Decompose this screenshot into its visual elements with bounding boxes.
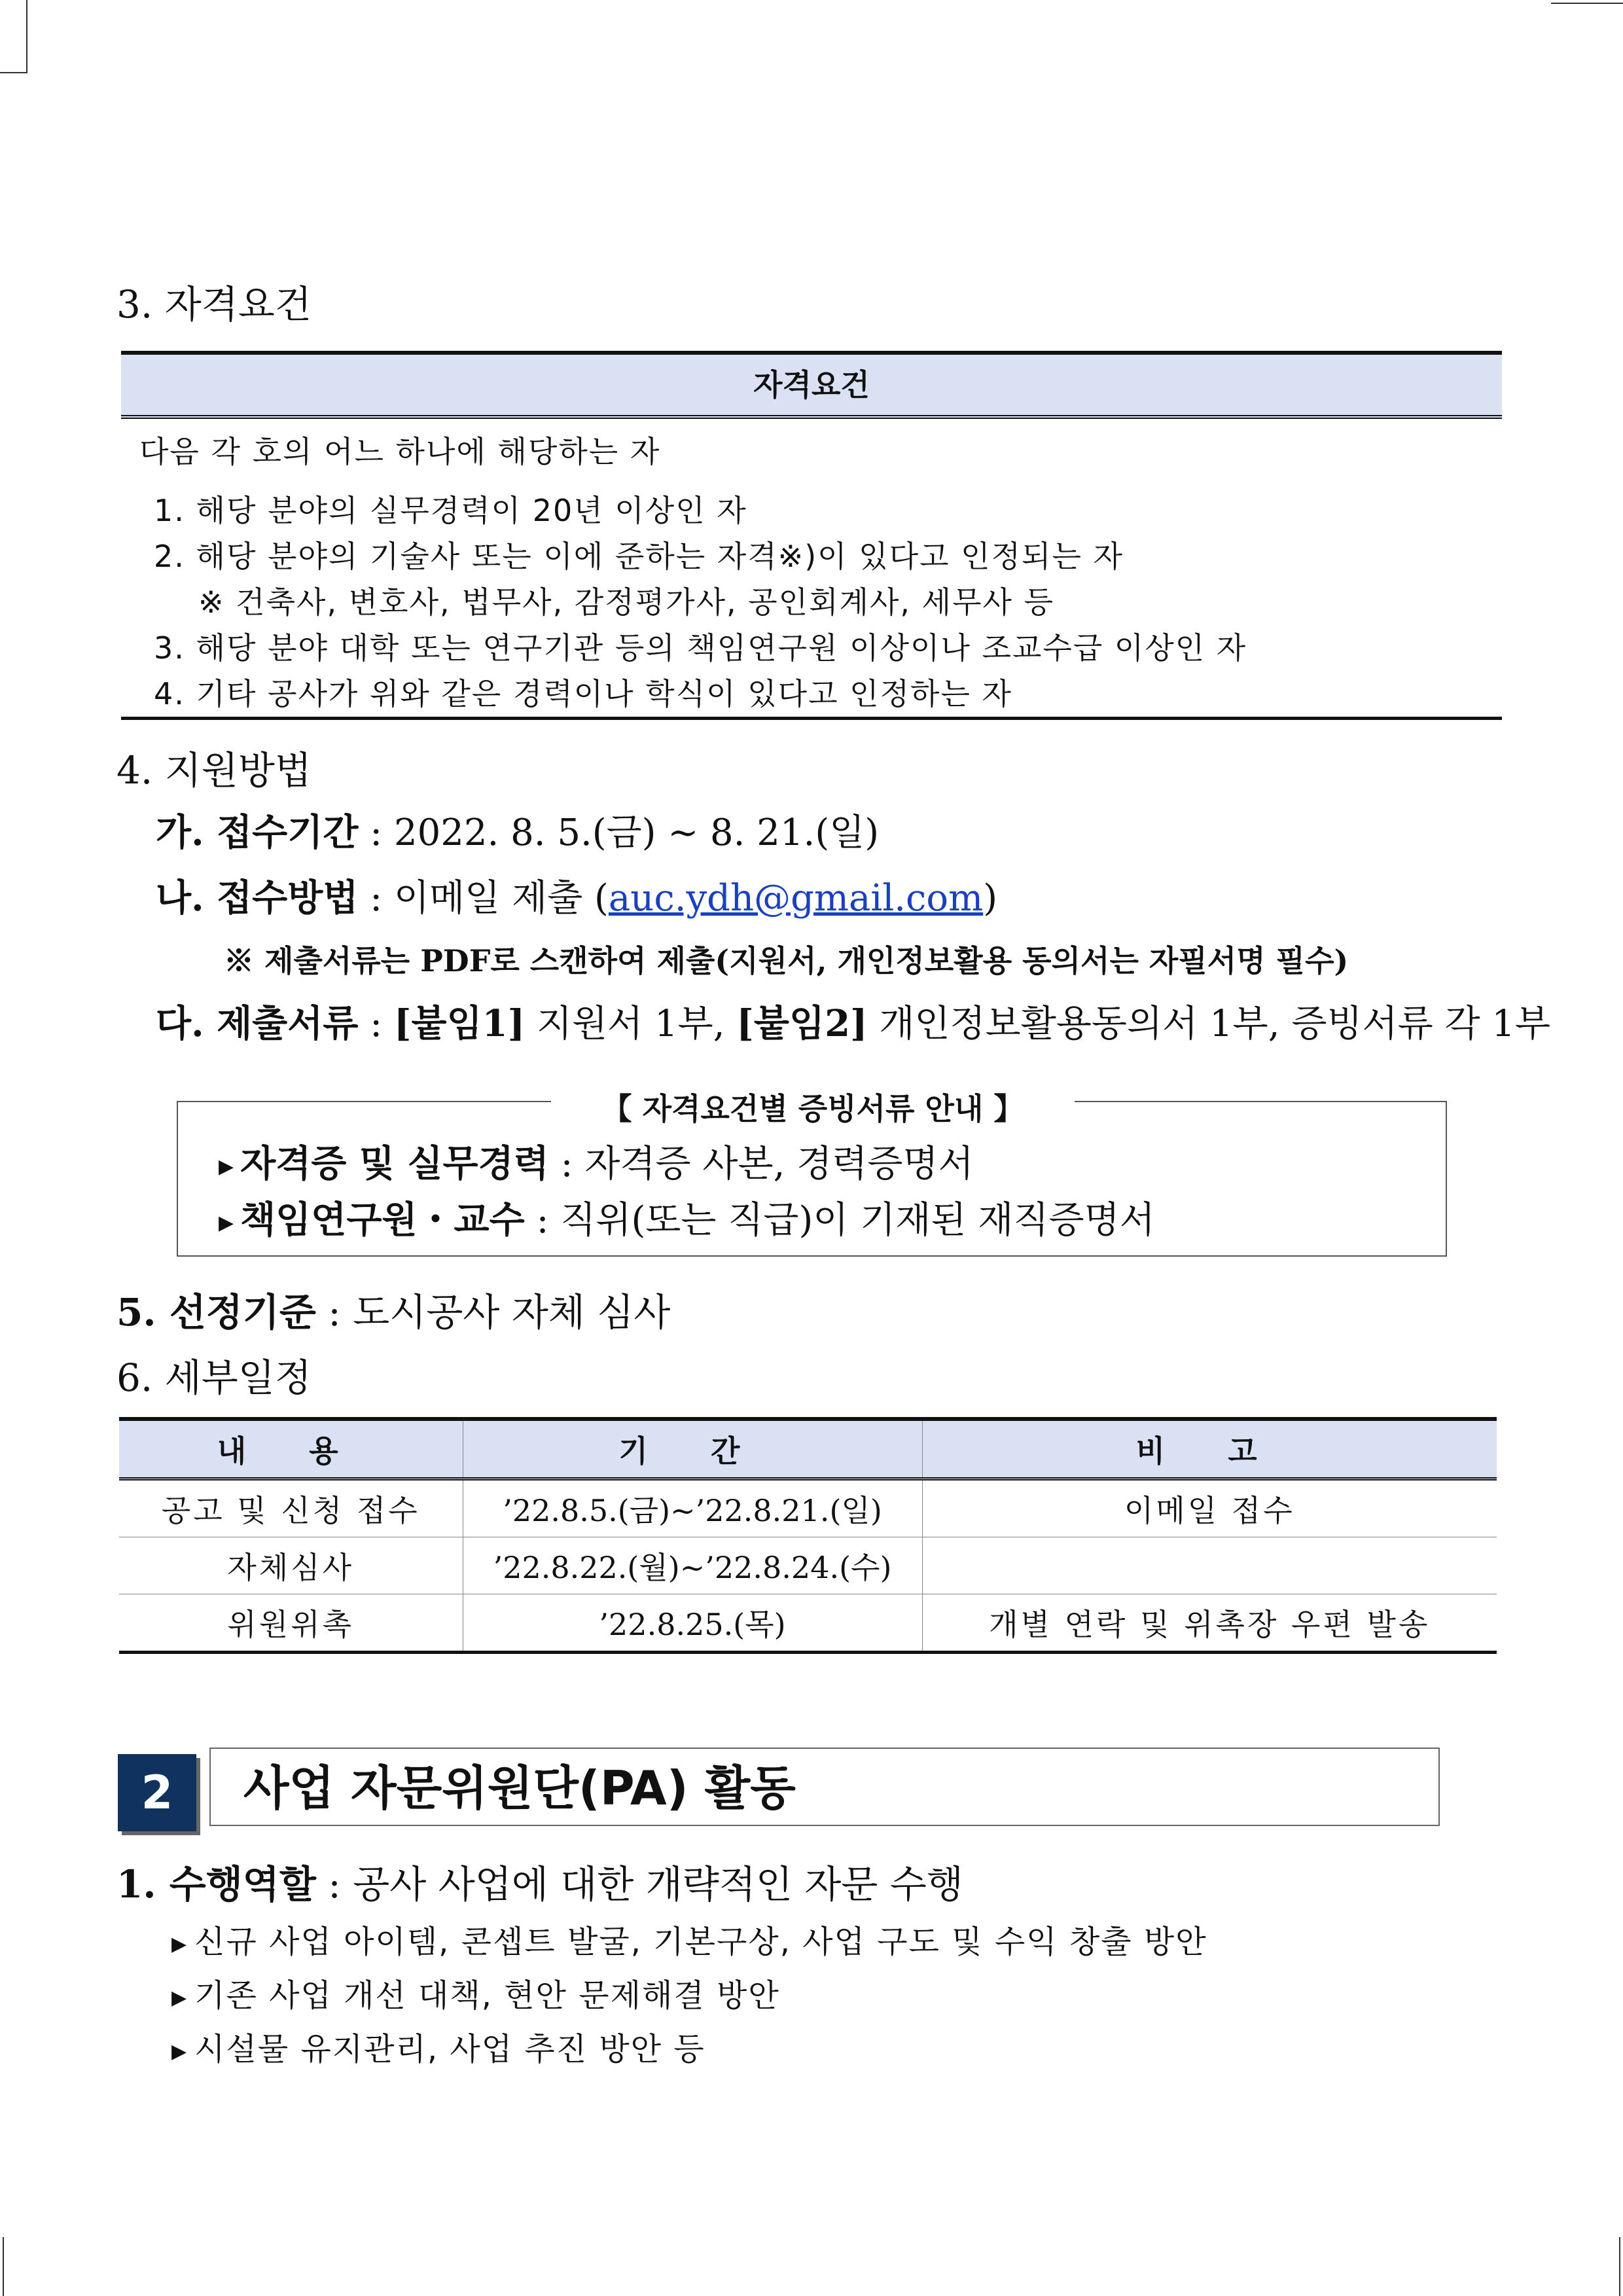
period-label: 가. 접수기간 <box>156 811 359 854</box>
column-header-content: 내 용 <box>119 1419 463 1479</box>
notice-item-2-value: : 직위(또는 직급)이 기재된 재직증명서 <box>536 1199 1155 1242</box>
table-row <box>119 1479 1497 1537</box>
notice-item-2-label: 책임연구원・교수 <box>240 1198 525 1242</box>
method-value: : 이메일 제출 ( <box>370 877 609 920</box>
schedule-cell-period: ’22.8.5.(금)~’22.8.21.(일) <box>463 1479 922 1537</box>
schedule-header-row <box>119 1419 1497 1479</box>
schedule-cell-remarks: 개별 연락 및 위촉장 우편 발송 <box>922 1594 1497 1653</box>
documents-row <box>156 995 1550 1047</box>
role-value: : 공사 사업에 대한 개략적인 자문 수행 <box>328 1862 963 1907</box>
role-bullet-3: 시설물 유지관리, 사업 추진 방안 등 <box>194 2031 705 2068</box>
crop-mark-top-left <box>0 0 27 73</box>
part2-number-badge: 2 <box>118 1754 196 1831</box>
triangle-bullet-icon: ▶ <box>219 1155 234 1178</box>
role-bullet-1: 신규 사업 아이템, 콘셉트 발굴, 기본구상, 사업 구도 및 수익 창출 방안 <box>194 1924 1207 1960</box>
documents-part-2: 개인정보활용동의서 1부, 증빙서류 각 1부 <box>879 1003 1551 1045</box>
table-row <box>119 1594 1497 1653</box>
qualification-note: ※ 건축사, 변호사, 법무사, 감정평가사, 공인회계사, 세무사 등 <box>198 584 1055 620</box>
table-row <box>119 1537 1497 1594</box>
documents-part-1: 지원서 1부, <box>536 1003 725 1045</box>
qualification-item-1: 1. 해당 분야의 실무경력이 20년 이상인 자 <box>154 493 747 528</box>
qualification-intro: 다음 각 호의 어느 하나에 해당하는 자 <box>139 434 661 469</box>
schedule-cell-remarks: 이메일 접수 <box>922 1479 1497 1537</box>
crop-mark-top-right <box>1551 0 1623 4</box>
column-header-period: 기 간 <box>463 1419 922 1479</box>
crop-mark-bottom-right <box>1619 2237 1623 2296</box>
period-row <box>156 804 879 856</box>
evidence-notice-box <box>177 1091 1447 1257</box>
crop-mark-bottom-left <box>0 2237 4 2296</box>
part2-title: 사업 자문위원단(PA) 활동 <box>209 1748 1440 1826</box>
qualification-item-3: 3. 해당 분야 대학 또는 연구기관 등의 책임연구원 이상이나 조교수급 이상인 자 <box>154 630 1247 666</box>
role-label: 1. 수행역할 <box>116 1862 316 1907</box>
schedule-cell-content: 공고 및 신청 접수 <box>119 1479 463 1537</box>
qualification-table-body <box>121 419 1502 720</box>
section5-value: : 도시공사 자체 심사 <box>328 1290 671 1335</box>
list-item <box>171 2024 705 2069</box>
triangle-bullet-icon: ▶ <box>171 1986 188 2009</box>
notice-item-1-value: : 자격증 사본, 경력증명서 <box>560 1143 974 1185</box>
qualification-table-header: 자격요건 <box>121 351 1502 419</box>
section5-row <box>116 1282 670 1336</box>
role-row <box>116 1854 963 1909</box>
section6-heading: 6. 세부일정 <box>116 1355 312 1400</box>
section3-heading: 3. 자격요건 <box>116 282 312 327</box>
email-link[interactable]: auc.ydh@gmail.com <box>608 877 984 920</box>
attachment-2-label: [붙임2] <box>736 1002 868 1045</box>
period-value: : 2022. 8. 5.(금) ~ 8. 21.(일) <box>370 812 880 854</box>
column-header-remarks: 비 고 <box>922 1419 1497 1479</box>
list-item <box>171 1970 780 2015</box>
triangle-bullet-icon: ▶ <box>219 1211 234 1234</box>
documents-label: 다. 제출서류 <box>156 1002 359 1045</box>
notice-item-1-label: 자격증 및 실무경력 <box>240 1142 549 1185</box>
attachment-1-label: [붙임1] <box>393 1002 526 1045</box>
documents-sep: : <box>370 1003 383 1045</box>
notice-item-1 <box>219 1135 974 1187</box>
role-bullet-2: 기존 사업 개선 대책, 현안 문제해결 방안 <box>194 1977 780 2014</box>
triangle-bullet-icon: ▶ <box>171 2039 188 2063</box>
notice-title: 【 자격요건별 증빙서류 안내 】 <box>551 1085 1075 1128</box>
section5-label: 5. 선정기준 <box>116 1290 316 1335</box>
schedule-table <box>119 1417 1497 1654</box>
submission-note: ※ 제출서류는 PDF로 스캔하여 제출(지원서, 개인정보활용 동의서는 자필서명 필수) <box>224 943 1349 978</box>
method-close: ) <box>983 877 998 920</box>
section4-heading: 4. 지원방법 <box>116 748 312 793</box>
qualification-item-4: 4. 기타 공사가 위와 같은 경력이나 학식이 있다고 인정하는 자 <box>154 676 1012 711</box>
list-item <box>171 1916 1207 1962</box>
triangle-bullet-icon: ▶ <box>171 1932 188 1956</box>
schedule-cell-content: 위원위촉 <box>119 1594 463 1653</box>
schedule-cell-remarks <box>922 1537 1497 1594</box>
schedule-cell-period: ’22.8.25.(목) <box>463 1594 922 1653</box>
qualification-item-2: 2. 해당 분야의 기술사 또는 이에 준하는 자격※)이 있다고 인정되는 자 <box>154 539 1124 574</box>
qualification-table <box>121 351 1502 720</box>
method-row <box>156 869 997 922</box>
notice-item-2 <box>219 1191 1155 1244</box>
method-label: 나. 접수방법 <box>156 876 359 920</box>
schedule-cell-period: ’22.8.22.(월)~’22.8.24.(수) <box>463 1537 922 1594</box>
schedule-cell-content: 자체심사 <box>119 1537 463 1594</box>
